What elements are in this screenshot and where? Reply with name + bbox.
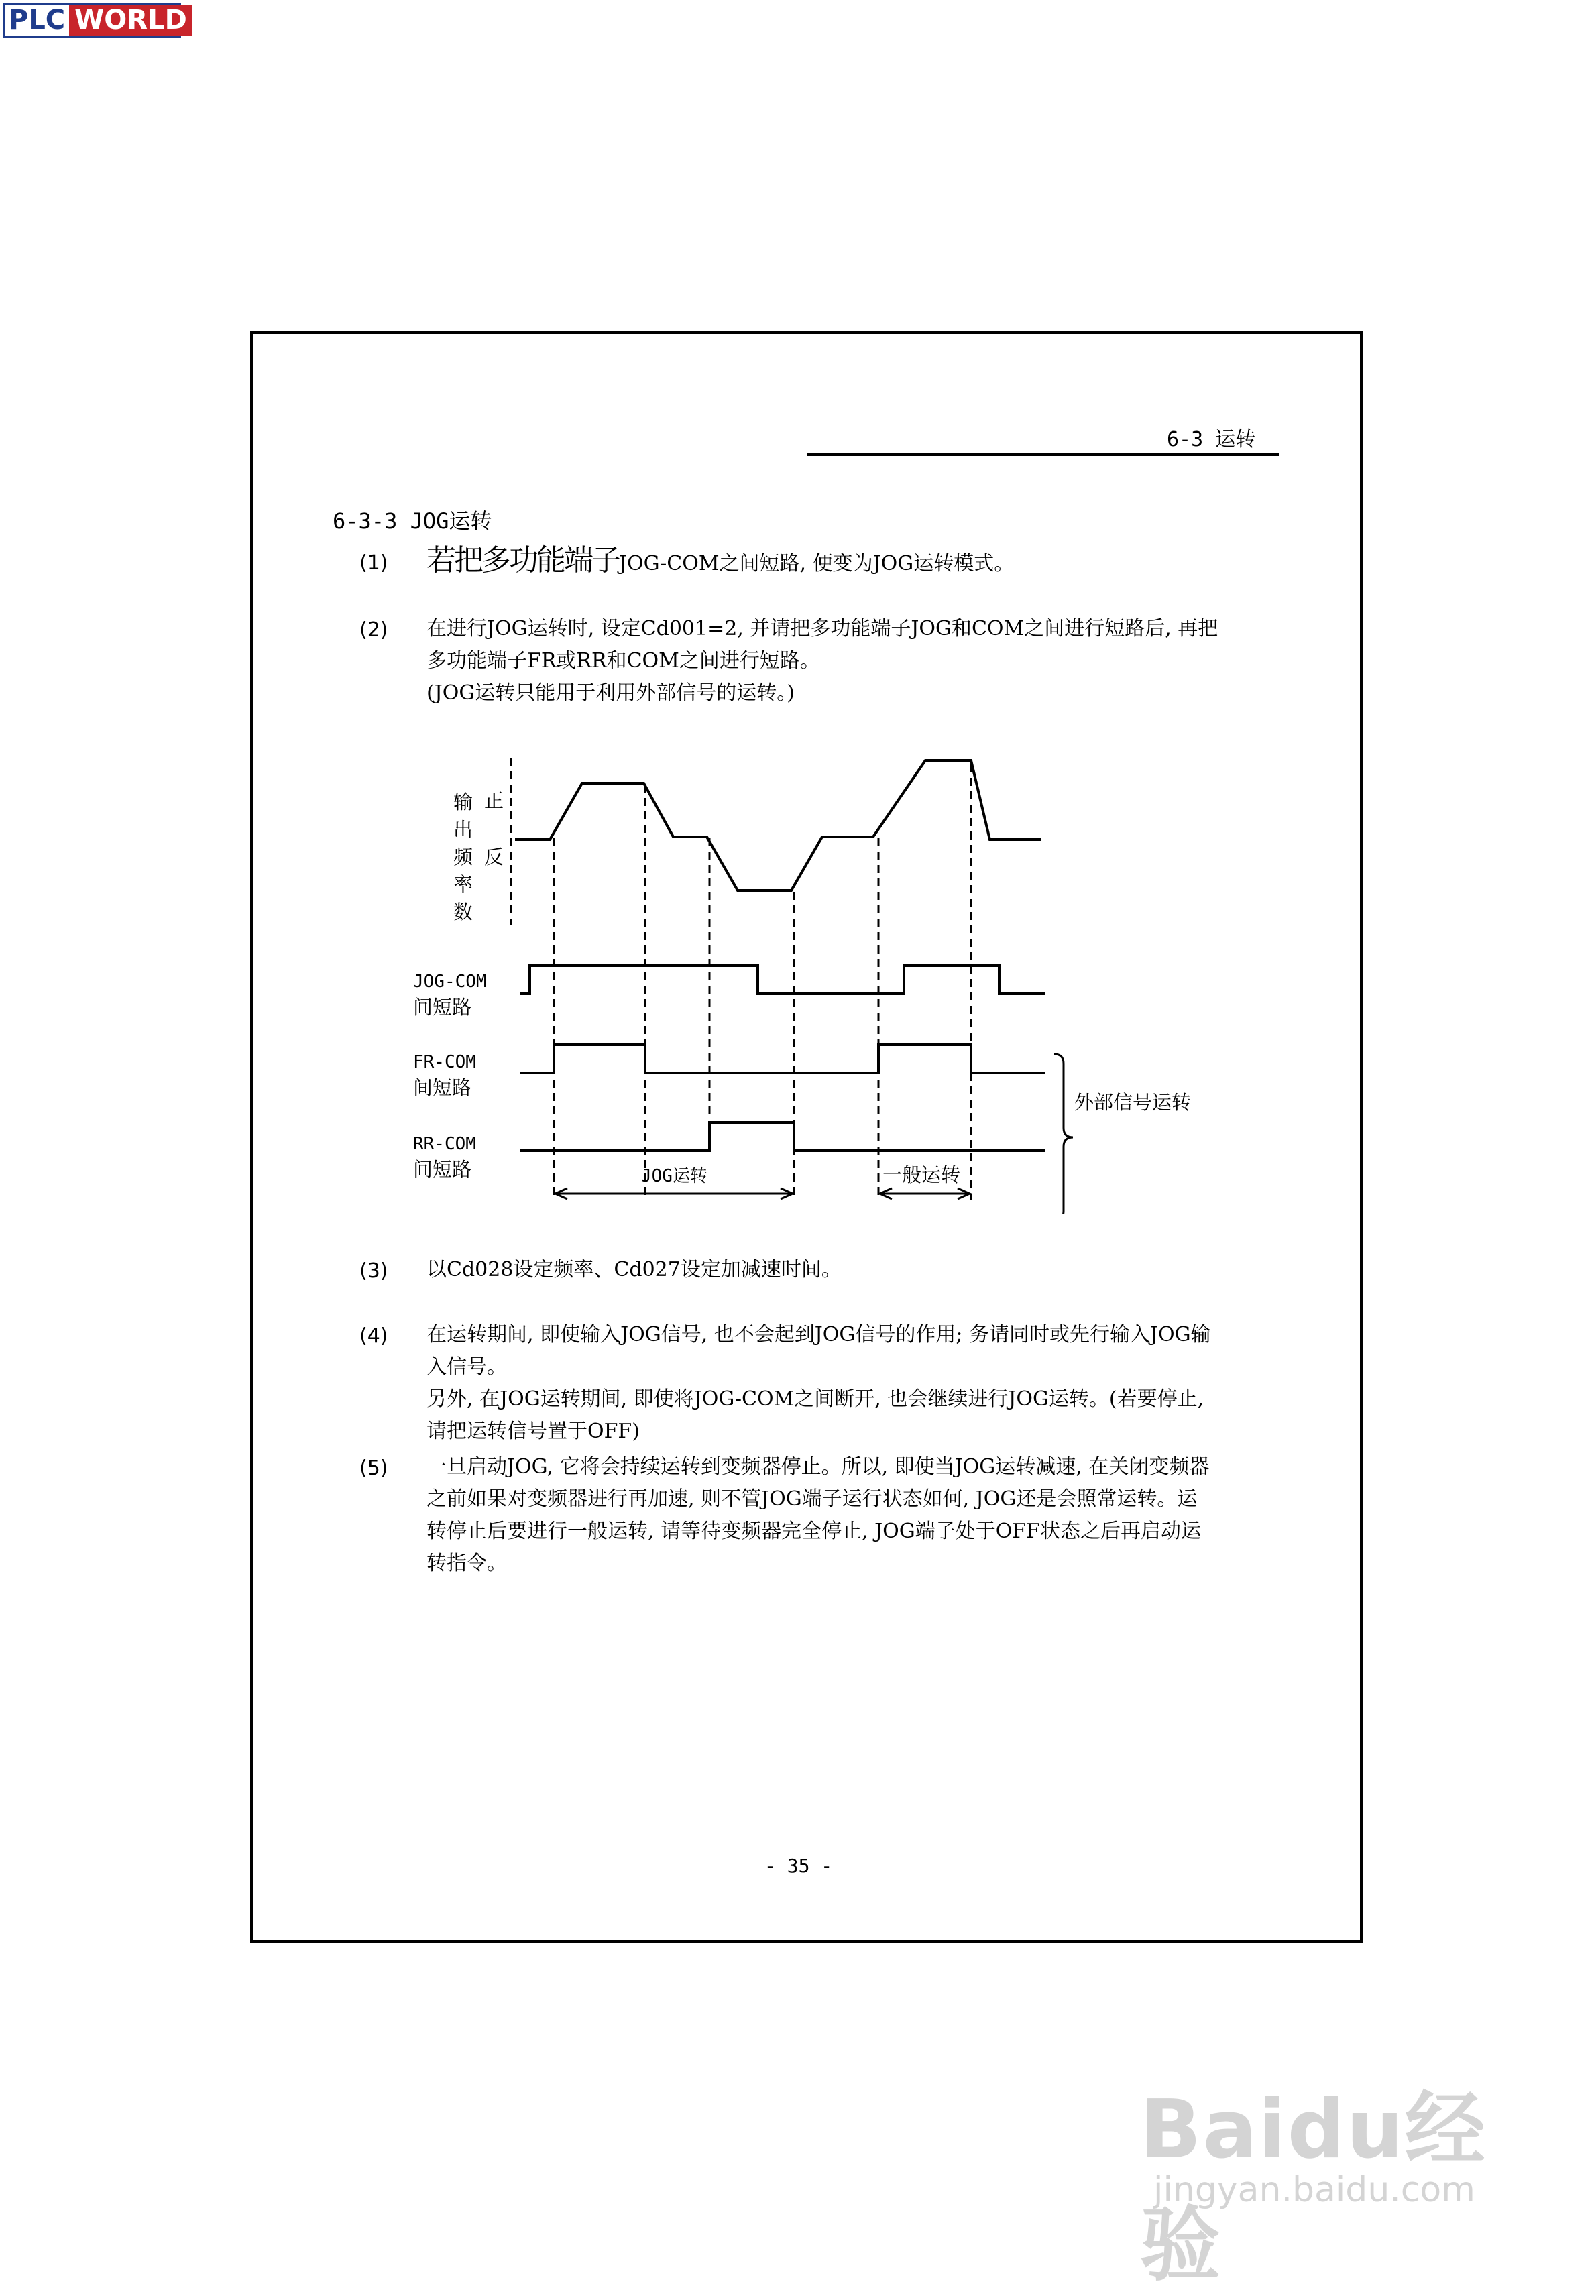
signal-sub-jog: 间短路 [413,996,472,1019]
item-2-line-1: 在进行JOG运转时, 设定Cd001=2, 并请把多功能端子JOG和COM之间进行短路后, 再把 [426,617,1218,640]
frequency-waveform [515,760,1041,891]
logo-part-2: WORLD [69,5,192,36]
item-2-line-3: (JOG运转只能用于利用外部信号的运转。) [426,681,795,705]
section-title: 6-3-3 JOG运转 [333,508,492,534]
freq-label-char-1: 输 [453,791,473,813]
item-4-line-4: 请把运转信号置于OFF) [426,1420,640,1443]
jog-span [555,1188,793,1199]
external-signal-brace [1054,1054,1073,1214]
item-text-3 [426,1254,1285,1286]
item-5-line-2: 之前如果对变频器进行再加速, 则不管JOG端子运行状态如何, JOG还是会照常运转。运 [426,1487,1198,1511]
page-number: - 35 - [764,1855,833,1877]
item-1-rest: JOG-COM之间短路, 便变为JOG运转模式。 [619,552,1015,575]
output-frequency-label [453,791,473,923]
plcworld-logo [3,3,187,38]
signal-sub-fr: 间短路 [413,1076,472,1099]
item-text-2 [426,613,1285,709]
item-5-line-4: 转指令。 [426,1552,507,1575]
timing-markers [554,764,971,1200]
freq-label-char-5: 数 [453,901,473,923]
forward-label: 正 [484,789,504,812]
item-5-line-3: 转停止后要进行一般运转, 请等待变频器完全停止, JOG端子处于OFF状态之后再启动运 [426,1519,1201,1543]
item-number-1: (1) [359,551,388,575]
running-header: 6-3 运转 [1167,428,1256,451]
watermark-line-2: jingyan.baidu.com [1153,2170,1475,2210]
signal-name-rr: RR-COM [413,1134,476,1154]
item-1-prefix: 若把多功能端子 [426,543,619,577]
freq-label-char-3: 频 [453,846,473,868]
item-4-line-3: 另外, 在JOG运转期间, 即使将JOG-COM之间断开, 也会继续进行JOG运转。(若要停止, [426,1387,1204,1411]
item-4-line-1: 在运转期间, 即使输入JOG信号, 也不会起到JOG信号的作用; 务请同时或先行输入JOG输 [426,1323,1211,1346]
reverse-label: 反 [484,846,504,868]
item-text-1 [426,544,1285,580]
signal-name-jog: JOG-COM [413,972,487,992]
signal-sub-rr: 间短路 [413,1158,472,1181]
item-text-5 [426,1451,1285,1580]
baidu-watermark [1140,2018,1516,2292]
jog-span-label: JOG运转 [641,1166,707,1186]
item-text-4 [426,1319,1285,1448]
item-2-line-2: 多功能端子FR或RR和COM之间进行短路。 [426,649,820,673]
header-rule [807,453,1279,456]
item-number-4: (4) [359,1324,388,1348]
logo-part-1: PLC [5,5,69,36]
item-number-3: (3) [359,1259,388,1283]
item-number-2: (2) [359,618,388,642]
item-4-line-2: 入信号。 [426,1355,507,1379]
freq-label-char-4: 率 [453,873,473,896]
normal-span [880,1188,970,1199]
watermark-line-1: Baidu经验 [1140,2083,1487,2292]
rr-com-signal [520,1123,1045,1151]
signal-name-fr: FR-COM [413,1052,476,1072]
item-number-5: (5) [359,1456,388,1480]
jog-com-signal [520,966,1045,994]
item-5-line-1: 一旦启动JOG, 它将会持续运转到变频器停止。所以, 即使当JOG运转减速, 在关闭变频器 [426,1455,1210,1479]
external-signal-label: 外部信号运转 [1074,1091,1192,1114]
normal-span-label: 一般运转 [882,1163,961,1186]
jog-timing-diagram [402,744,1234,1214]
freq-label-char-2: 出 [453,818,473,841]
item-1-line [426,544,1285,580]
item-3-line-1: 以Cd028设定频率、Cd027设定加减速时间。 [426,1258,842,1281]
fr-com-signal [520,1045,1045,1073]
